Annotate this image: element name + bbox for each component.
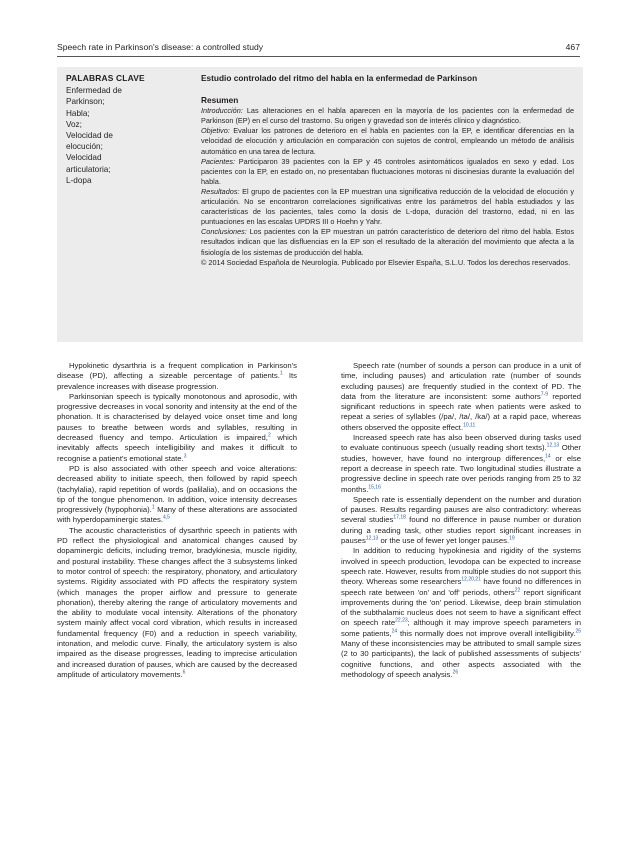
paragraph-text: Speech rate (number of sounds a person can produce in a unit of time, including pauses) and articulation rate (number of sounds excluding pauses) are frequently studied in the context of PD. The data from the literature are inconsistent: some authors (341, 361, 581, 401)
abstract-conclusions (201, 227, 574, 257)
keyword-line: Habla; (66, 108, 90, 118)
keyword-line: Velocidad (66, 153, 102, 163)
page-number: 467 (565, 42, 580, 52)
reference-link[interactable]: 10,11 (463, 422, 476, 429)
body-column-left (57, 361, 297, 680)
paragraph-text: or else report a decrease in speech rate. Two longitudinal studies illustrate a progressive decline in speech rate over periods ranging from 25 to 32 months. (341, 453, 581, 494)
running-title: Speech rate in Parkinson's disease: a controlled study (57, 42, 264, 52)
patients-label: Pacientes: (201, 156, 236, 166)
reference-link[interactable]: 17,18 (393, 514, 406, 521)
results-text: El grupo de pacientes con la EP muestran una significativa reducción de la velocidad de elocución y articulación. No se encontraron correlaciones significativas entre los parámetros del habla estudiados y las características de los pacientes, tales como la dosis de L-dopa, duración del trastorno, edad, ni en las puntuaciones en las escalas UPDRS III o Hoehn y Yahr. (201, 186, 575, 227)
abstract-patients (201, 157, 574, 187)
intro-text: Las alteraciones en el habla aparecen en la mayoría de los pacientes con la enfermedad de Parkinson (EP) en el curso del trastorno. Su origen y gravedad son de interés clínico y diagnóstico. (201, 106, 574, 126)
keyword-line: Parkinson; (66, 97, 105, 107)
abstract-title: Estudio controlado del ritmo del habla en la enfermedad de Parkinson (201, 73, 478, 83)
reference-link[interactable]: 12,13 (365, 535, 379, 542)
reference-link[interactable]: 19 (509, 535, 515, 542)
paragraph-text: Hypokinetic dysarthria is a frequent complication in Parkinson's disease (PD), affecting a sizeable percentage of patients. (57, 361, 297, 381)
reference-link[interactable]: 3 (183, 453, 187, 460)
paragraph (57, 361, 297, 392)
paragraph-text: Parkinsonian speech is typically monotonous and aprosodic, with progressive decreases in vocal sonority and intensity at the end of the phonation. It is characterised by delayed voice onset time and long pauses to breathe between words and syllables, resulting in decreased fluency and tempo. Articulation is impaired, (57, 391, 297, 443)
abstract-heading: Resumen (201, 95, 239, 106)
paragraph (341, 361, 581, 433)
reference-link[interactable]: 2 (267, 432, 271, 439)
reference-link[interactable]: 12,20,21 (461, 576, 481, 583)
keyword-line: elocución; (66, 142, 103, 152)
intro-label: Introducción: (201, 106, 243, 116)
reference-link[interactable]: 25 (575, 628, 581, 635)
paragraph-text: found no difference in pause number or duration during a reading task, other studies report significant increases in pauses (341, 515, 582, 546)
paragraph (57, 526, 297, 680)
objective-label: Objetivo: (201, 126, 230, 136)
paragraph-text: Increased speech rate has also been observed during tasks used to evaluate continuous speech (usually reading short texts). (341, 433, 581, 453)
keywords-panel (66, 73, 156, 186)
reference-link[interactable]: 1 (151, 504, 155, 511)
reference-link[interactable]: 15,16 (368, 484, 381, 490)
paragraph (341, 546, 581, 680)
patients-text: Participaron 39 pacientes con la EP y 45 controles asintomáticos igualados en sexo y edad. Los pacientes con la EP, en estado on, no presentaban fluctuaciones motoras ni discinesias durante la evaluación del habla. (201, 156, 575, 186)
keyword-line: articulatoria; (66, 164, 111, 174)
paragraph-text: Other studies, however, have found no intergroup differences, (341, 443, 581, 463)
paragraph-text: In addition to reducing hypokinesia and rigidity of the systems involved in speech production, levodopa can be expected to increase speech rate. However, results from multiple studies do not support this theory. Whereas some researchers (341, 546, 581, 587)
body-column-right (341, 361, 581, 680)
results-label: Resultados: (201, 186, 240, 196)
paragraph-text: Many of these inconsistencies may be attributed to small sample sizes (2 to 30 participants), the lack of published assessments of subjects' cognitive functions, and other aspects associated with the methodology of speech analysis. (341, 639, 581, 679)
spanish-abstract (201, 73, 574, 268)
conclusions-label: Conclusiones: (201, 227, 247, 237)
running-header (57, 42, 580, 56)
reference-link[interactable]: 12,13 (546, 442, 560, 449)
reference-link[interactable]: 26 (452, 669, 459, 676)
reference-link[interactable]: 24 (391, 628, 398, 635)
paragraph-text: Its prevalence increases with disease progression. (57, 371, 297, 391)
keywords-heading: PALABRAS CLAVE (66, 73, 145, 83)
reference-link[interactable]: 4,5 (162, 514, 170, 521)
abstract-objective (201, 126, 574, 156)
reference-link[interactable]: 14 (545, 453, 551, 460)
keyword-line: Velocidad de (66, 131, 113, 141)
paragraph-text: reported significant reductions in speech rate when patients were asked to repeat a series of syllables (/pa/, /ta/, /ka/) at a rapid pace, whereas others observed the opposite effect. (341, 391, 581, 432)
copyright-notice: © 2014 Sociedad Española de Neurología. Publicado por Elsevier España, S.L.U. Todos los derechos reservados. (201, 257, 571, 267)
reference-link[interactable]: 22,23 (395, 617, 408, 624)
paragraph-text: Speech rate is essentially dependent on the number and duration of pauses. Results regarding pauses are also contradictory: whereas several studies (341, 494, 581, 525)
keyword-line: Voz; (66, 119, 82, 129)
conclusions-text: Los pacientes con la EP muestran un patrón característico de deterioro del ritmo del habla. Estos resultados indican que las disfluencias en la EP son el resultado de la alteración del movimiento que afecta a la fisiología de los sistemas de producción del habla. (201, 227, 574, 257)
keyword-line: L-dopa (66, 175, 92, 185)
header-rule (57, 56, 580, 57)
abstract-box (57, 67, 583, 342)
abstract-results (201, 187, 574, 227)
paragraph-text: this normally does not improve overall intelligibility. (397, 628, 576, 638)
paragraph (341, 495, 581, 546)
paragraph-text: ; although it may improve speech parameters in some patients, (341, 618, 581, 638)
paragraph-text: have found no differences in speech rate between 'on' and 'off' periods, others (341, 577, 581, 597)
paragraph-text: or the use of fewer yet longer pauses. (378, 536, 510, 546)
paragraph-text: PD is also associated with other speech and voice alterations: decreased ability to initiate speech, then followed by rapid speech (tachylalia), rapid repetition of words (palilalia), and on occasions the tip of the tongue phenomenon. In addition, voice intensity decreases progressively (hypophonia). (57, 463, 297, 515)
paragraph (57, 392, 297, 464)
paragraph-text: which inevitably affects speech intelligibility and makes it difficult to recognise a patient's emotional state. (57, 433, 297, 463)
paragraph-text: Many of these alterations are associated with hyperdopaminergic states. (57, 505, 297, 525)
reference-link[interactable]: 1 (279, 370, 283, 377)
reference-link[interactable]: 7-9 (540, 391, 548, 398)
reference-link[interactable]: 6 (182, 669, 186, 676)
paragraph (341, 433, 581, 495)
paragraph-text: The acoustic characteristics of dysarthric speech in patients with PD reflect the physiological and anatomical changes caused by dopaminergic deficits, including tremor, bradykinesia, muscle rigidity, and postural instability. These changes affect the 3 subsystems linked to motor control of speech: the respiratory, phonatory, and articulatory systems. Rigidity associated with PD affects the respiratory system (which manages the proper airflow and pressure to generate phonation), thereby altering the range of articulatory movements and the ability to modulate vocal intensity. Alterations of the phonatory system mainly affect vocal cord vibration, which results in increased fundamental frequency (F0) and a reduction in speech variability, intonation, and melodic curve. Finally, the articulatory system is also impaired as the disease progresses, leading to imprecise articulation and increased duration of pauses, which are caused by the decreased amplitude of articulatory movements. (57, 525, 297, 679)
paragraph (57, 464, 297, 526)
keyword-line: Enfermedad de (66, 86, 122, 96)
reference-link[interactable]: 22 (514, 586, 521, 593)
objective-text: Evaluar los patrones de deterioro en el habla en pacientes con la EP, e identificar diferencias en la velocidad de elocución y articulación en comparación con sujetos de control, empleando un método de análisis automático en una tarea de lectura. (201, 126, 575, 156)
paragraph-text: report significant improvements during the 'on' period. Likewise, deep brain stimulation of the subthalamic nucleus does not seem to have a significant effect on speech rate (341, 587, 581, 628)
abstract-intro (201, 106, 574, 126)
